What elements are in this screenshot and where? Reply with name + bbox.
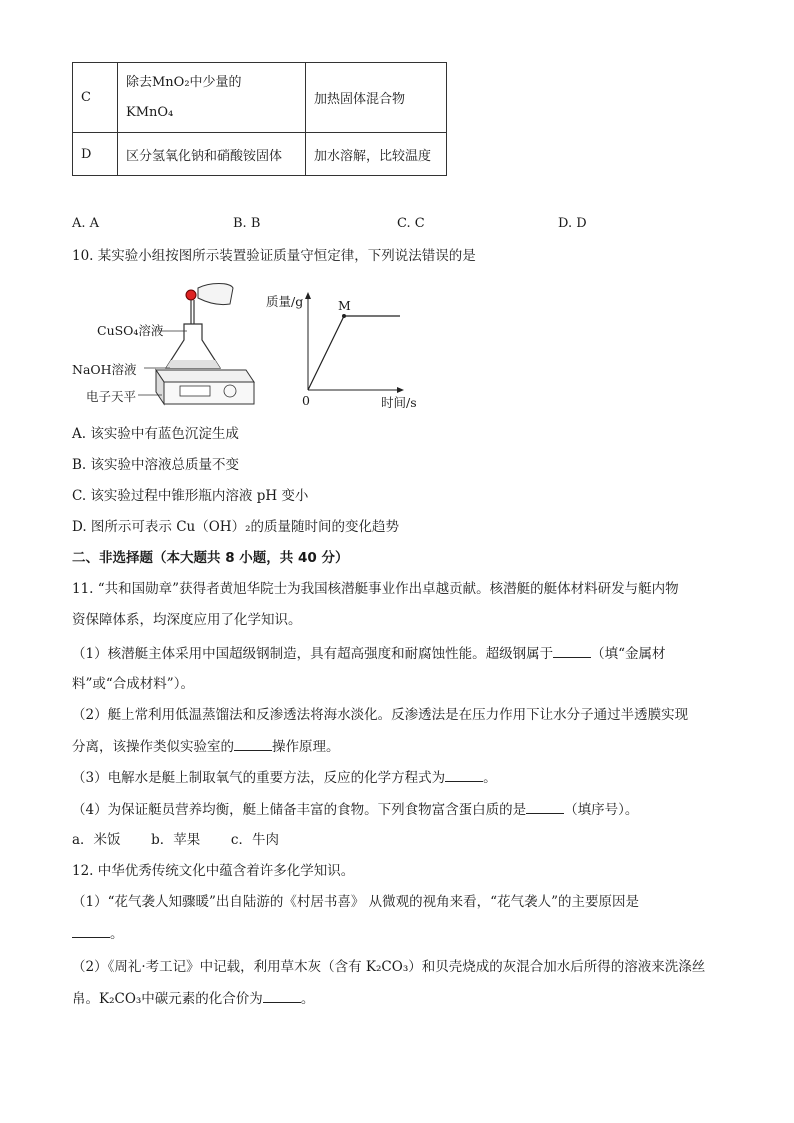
q11-part2-text-a: 分离，该操作类似实验室的 (72, 739, 234, 755)
table-row (73, 133, 447, 176)
purpose-line1: 除去MnO₂中少量的 (126, 74, 242, 90)
answer-blank[interactable] (234, 736, 272, 751)
label-naoh: NaOH溶液 (72, 362, 137, 377)
q10-option-b[interactable]: B. 该实验中溶液总质量不变 (72, 457, 240, 473)
q12-part1-line2 (72, 923, 124, 944)
q11-part1-cont: 料”或“合成材料”）。 (72, 676, 194, 692)
q11-part3 (72, 767, 497, 788)
q11-food-options (72, 830, 279, 850)
section-heading: 二、非选择题（本大题共 8 小题，共 40 分） (72, 550, 349, 566)
choice-a[interactable]: A. A (72, 216, 100, 231)
choice-d[interactable]: D. D (558, 216, 587, 231)
q12-part2-text-a: 帛。K₂CO₃中碳元素的化合价为 (72, 991, 263, 1007)
purpose-line2: KMnO₄ (126, 104, 174, 120)
label-cuso4: CuSO₄溶液 (97, 323, 164, 338)
q11-part4-text-a: （4）为保证艇员营养均衡，艇上储备丰富的食物。下列食物富含蛋白质的是 (72, 802, 527, 818)
graph-origin-label: 0 (302, 393, 310, 408)
q9-option-table (72, 62, 447, 176)
hand-icon (198, 284, 233, 305)
label-balance: 电子天平 (86, 389, 137, 404)
food-option-c[interactable]: c．牛肉 (230, 832, 279, 848)
q11-part3-text-a: （3）电解水是艇上制取氧气的重要方法，反应的化学方程式为 (72, 770, 446, 786)
answer-blank[interactable] (553, 643, 591, 658)
y-axis-arrow-icon (305, 292, 311, 299)
dropper-bulb-icon (186, 290, 196, 300)
answer-blank[interactable] (263, 988, 301, 1003)
q11-part2-line2 (72, 736, 340, 757)
q11-part2-line1: （2）艇上常利用低温蒸馏法和反渗透法将海水淡化。反渗透法是在压力作用下让水分子通过半透膜实现 (72, 707, 689, 723)
q10-stem: 10. 某实验小组按图所示装置验证质量守恒定律，下列说法错误的是 (72, 248, 476, 264)
q10-option-c[interactable]: C. 该实验过程中锥形瓶内溶液 pH 变小 (72, 488, 309, 504)
balance-display (180, 386, 210, 396)
q11-part1-text-b: （填“金属材 (591, 646, 666, 662)
graph-xlabel: 时间/s (381, 395, 417, 410)
q10-option-d[interactable]: D. 图所示可表示 Cu（OH）₂的质量随时间的变化趋势 (72, 519, 399, 535)
q11-stem-line1: 11. “共和国勋章”获得者黄旭华院士为我国核潜艇事业作出卓越贡献。核潜艇的艇体材料研发与艇内物 (72, 581, 679, 597)
answer-blank[interactable] (445, 767, 483, 782)
table-cell-purpose: 区分氢氧化钠和硝酸铵固体 (118, 133, 306, 176)
q12-part2-text-b: 。 (300, 991, 315, 1007)
q11-part1 (72, 643, 666, 664)
q11-stem-line2: 资保障体系，均深度应用了化学知识。 (72, 612, 302, 628)
q11-part2-text-b: 操作原理。 (272, 739, 340, 755)
point-m (342, 314, 346, 318)
balance-top (156, 370, 254, 382)
table-cell-method: 加热固体混合物 (306, 63, 447, 133)
choice-c[interactable]: C. C (397, 216, 425, 231)
q12-stem: 12. 中华优秀传统文化中蕴含着许多化学知识。 (72, 863, 355, 879)
flask-solution (166, 360, 220, 368)
graph-ylabel: 质量/g (266, 294, 304, 309)
q11-part4-text-b: （填序号）。 (564, 802, 639, 818)
table-cell-letter: C (73, 63, 118, 133)
q11-part4 (72, 799, 638, 820)
q11-part1-text-a: （1）核潜艇主体采用中国超级钢制造，具有超高强度和耐腐蚀性能。超级钢属于 (72, 646, 554, 662)
q10-option-a[interactable]: A. 该实验中有蓝色沉淀生成 (72, 426, 239, 442)
mass-time-graph (296, 290, 406, 394)
table-cell-purpose (118, 63, 306, 133)
mass-curve (308, 316, 400, 390)
q12-part2-line1: （2）《周礼·考工记》中记载，利用草木灰（含有 K₂CO₃）和贝壳烧成的灰混合加水后所得的溶液来洗涤丝 (72, 959, 706, 975)
table-cell-letter: D (73, 133, 118, 176)
choice-b[interactable]: B. B (233, 216, 261, 231)
answer-blank[interactable] (526, 799, 564, 814)
q12-part2-line2 (72, 988, 314, 1009)
table-row (73, 63, 447, 133)
graph-point-label: M (338, 298, 351, 313)
food-option-a[interactable]: a．米饭 (72, 832, 121, 848)
q11-part3-text-b: 。 (483, 770, 497, 786)
food-option-b[interactable]: b．苹果 (151, 832, 201, 848)
q12-part1-line1: （1）“花气袭人知骤暖”出自陆游的《村居书喜》 从微观的视角来看，“花气袭人”的主要原因是 (72, 894, 639, 910)
table-cell-method: 加水溶解，比较温度 (306, 133, 447, 176)
q12-part1-end: 。 (110, 926, 124, 942)
answer-blank[interactable] (72, 923, 110, 938)
